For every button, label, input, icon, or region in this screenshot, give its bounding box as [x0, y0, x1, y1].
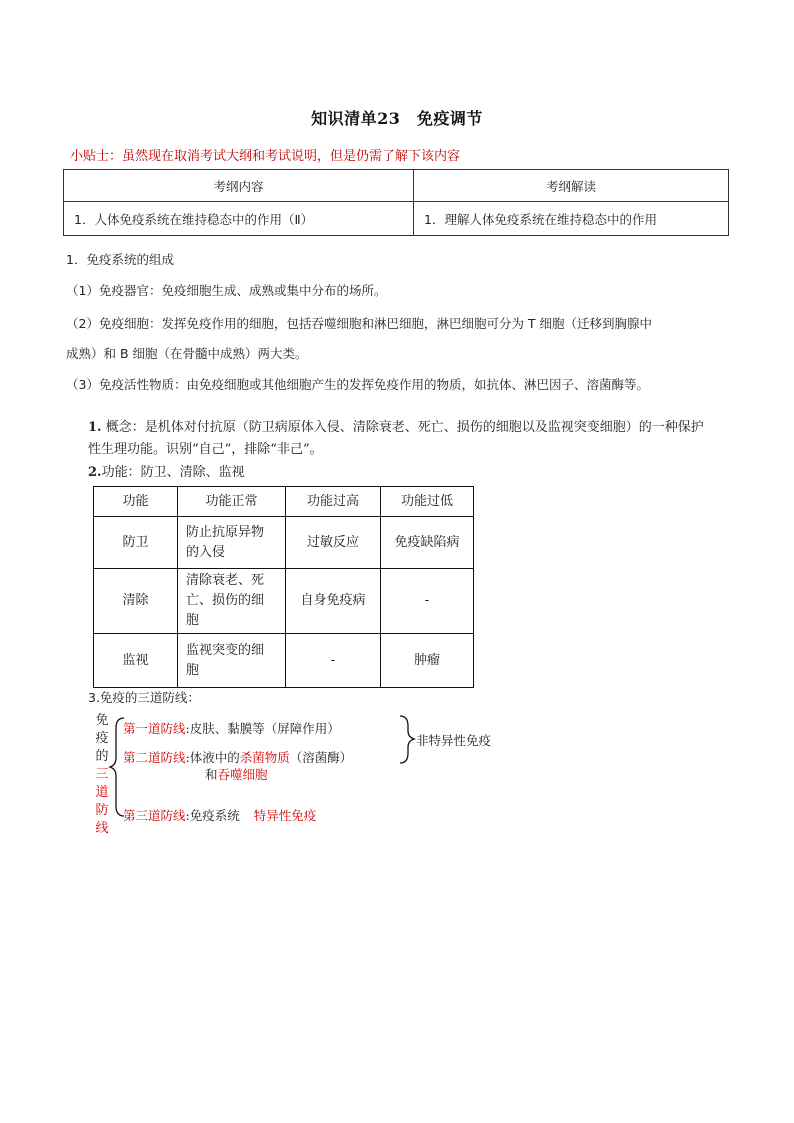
outline-cell-interpretation: 1．理解人体免疫系统在维持稳态中的作用: [414, 202, 729, 236]
concept-label: 1.: [88, 420, 102, 435]
func-row-high: 过敏反应: [286, 517, 381, 569]
third-line-label: 第三道防线: [123, 808, 186, 823]
concept-text-1: 概念：是机体对付抗原（防卫病原体入侵、清除衰老、死亡、损伤的细胞以及监视突变细胞）的一种保护: [105, 420, 704, 435]
vertical-char: 免: [95, 713, 109, 728]
func-header-low: 功能过低: [381, 487, 474, 517]
first-line-label: 第一道防线: [123, 721, 186, 736]
func-row-low: 肿瘤: [381, 634, 474, 688]
functions-text: 功能：防卫、清除、监视: [101, 465, 245, 480]
func-header-high: 功能过高: [286, 487, 381, 517]
right-brace: [400, 716, 414, 763]
section1-item-2: （2）免疫细胞：发挥免疫作用的细胞，包括吞噬细胞和淋巴细胞，淋巴细胞可分为 T 细胞（迁移到胸腺中: [66, 316, 653, 331]
func-header-name: 功能: [94, 487, 178, 517]
func-normal-line: 防止抗原异物: [186, 524, 265, 540]
outline-cell-content: 1．人体免疫系统在维持稳态中的作用（Ⅱ）: [64, 202, 414, 236]
vertical-char: 线: [95, 821, 109, 836]
section1-item-2-cont: 成熟）和 B 细胞（在骨髓中成熟）两大类。: [66, 346, 308, 361]
lysozyme-note: （溶菌酶）: [289, 750, 353, 765]
func-normal-line: 清除衰老、死: [186, 573, 265, 588]
section1-item-3: （3）免疫活性物质：由免疫细胞或其他细胞产生的发挥免疫作用的物质，如抗体、淋巴因子、溶菌酶等。: [66, 377, 649, 392]
func-normal-line: 胞: [186, 662, 200, 678]
section1-item-1: （1）免疫器官：免疫细胞生成、成熟或集中分布的场所。: [66, 283, 387, 298]
outline-header-interpretation: 考纲解读: [414, 170, 729, 202]
func-header-normal: 功能正常: [178, 487, 286, 517]
page-title: 知识清单23 免疫调节: [311, 109, 483, 128]
func-normal-line: 亡、损伤的细: [186, 593, 265, 608]
second-line-cont: [205, 765, 268, 783]
vertical-char: 道: [95, 785, 109, 800]
concept-line-2: 性生理功能。识别“自己”，排除“非己”。: [88, 442, 323, 457]
left-brace: [110, 718, 124, 816]
lines-heading: 3.免疫的三道防线：: [88, 690, 200, 705]
nonspecific-immunity-tag: 非特异性免疫: [416, 733, 492, 748]
second-line-text: :体液中的: [185, 750, 240, 765]
func-row-name: 清除: [94, 569, 178, 634]
first-line-text: :皮肤、黏膜等（屏障作用）: [185, 721, 340, 736]
tip-note: 小贴士：虽然现在取消考试大纲和考试说明，但是仍需了解下该内容: [70, 149, 461, 164]
vertical-char: 的: [95, 749, 109, 764]
outline-header-content: 考纲内容: [64, 170, 414, 202]
bactericidal-substance: 杀菌物质: [239, 750, 290, 765]
func-normal-line: 监视突变的细: [186, 642, 265, 658]
func-normal-line: 胞: [186, 613, 200, 628]
specific-immunity-tag: 特异性免疫: [253, 808, 317, 823]
func-row-high: 自身免疫病: [286, 569, 381, 634]
vertical-char: 疫: [95, 731, 109, 746]
func-normal-line: 的入侵: [186, 544, 226, 560]
phagocyte-text: 吞噬细胞: [217, 767, 268, 782]
second-line: [123, 748, 352, 766]
func-row-high: -: [286, 634, 381, 688]
second-line-label: 第二道防线: [123, 750, 186, 765]
functions-label: 2.: [88, 465, 102, 480]
func-row-name: 监视: [94, 634, 178, 688]
vertical-char: 防: [95, 803, 109, 818]
vertical-char: 三: [95, 767, 109, 782]
second-line-and: 和: [205, 767, 218, 782]
first-line: [123, 719, 340, 737]
section1-heading: 1．免疫系统的组成: [66, 252, 174, 267]
third-line: [123, 806, 316, 824]
func-row-name: 防卫: [94, 517, 178, 569]
third-line-text: :免疫系统: [185, 808, 240, 823]
func-row-low: -: [381, 569, 474, 634]
func-row-low: 免疫缺陷病: [381, 517, 474, 569]
